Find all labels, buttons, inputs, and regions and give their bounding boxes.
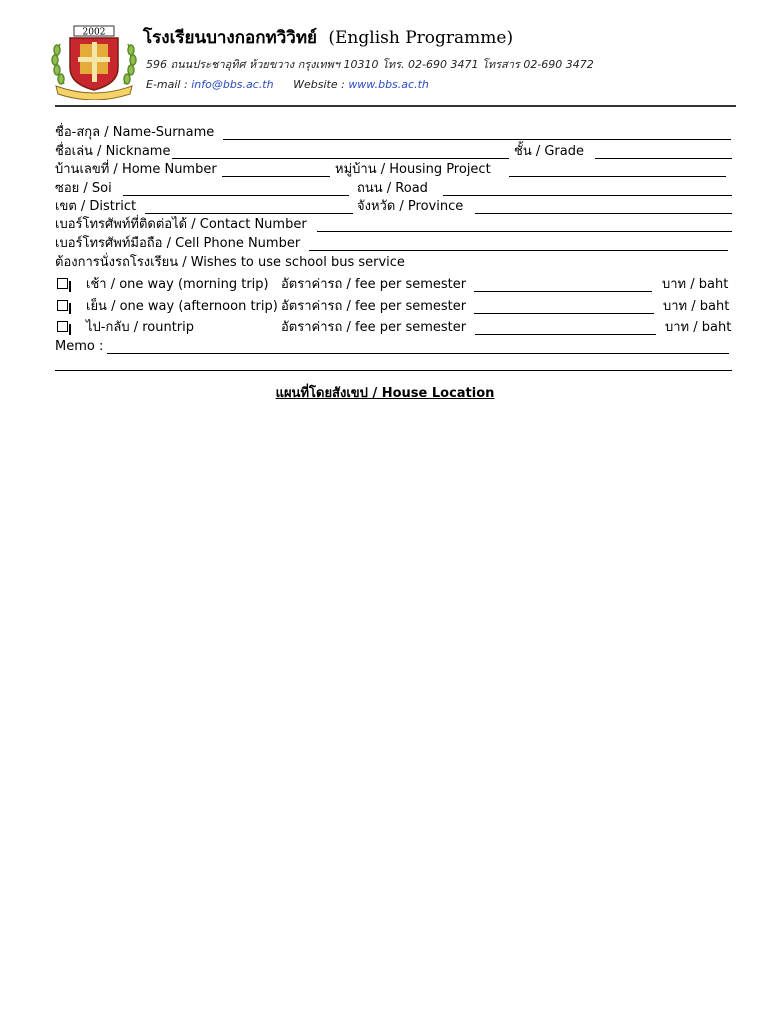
bus-service-row	[55, 254, 735, 272]
name-surname-label: ชื่อ-สกุล / Name-Surname	[55, 125, 215, 140]
school-contact	[146, 78, 429, 91]
afternoon-trip-label: เย็น / one way (afternoon trip)	[86, 299, 278, 314]
roundtrip-label: ไป-กลับ / rountrip	[86, 320, 195, 335]
nickname-label: ชื่อเล่น / Nickname	[55, 144, 171, 159]
morning-fee-field[interactable]	[474, 291, 652, 292]
nickname-row	[55, 143, 735, 161]
morning-trip-checkbox[interactable]	[57, 278, 68, 289]
home-number-label: บ้านเลขที่ / Home Number	[55, 162, 217, 177]
header-divider	[55, 105, 736, 107]
bus-option-afternoon	[55, 298, 735, 316]
grade-label: ชั้น / Grade	[514, 144, 584, 159]
afternoon-trip-checkbox[interactable]	[57, 300, 68, 311]
roundtrip-checkbox[interactable]	[57, 321, 68, 332]
morning-baht-label: บาท / baht	[662, 277, 729, 292]
housing-project-field[interactable]	[509, 176, 726, 177]
website-label: Website :	[293, 78, 345, 91]
contact-number-field[interactable]	[317, 231, 732, 232]
school-name-english: (English Programme)	[328, 28, 514, 48]
district-field[interactable]	[145, 213, 353, 214]
morning-fee-label: อัตราค่ารถ / fee per semester	[281, 277, 467, 292]
svg-text:2002: 2002	[82, 27, 106, 38]
roundtrip-fee-field[interactable]	[475, 334, 656, 335]
school-address: 596 ถนนประชาอุทิศ ห้วยขวาง กรุงเทพฯ 10310 โทร. 02-690 3471 โทรสาร 02-690 3472	[146, 58, 594, 71]
house-location-map-area[interactable]	[55, 405, 732, 1005]
roundtrip-baht-label: บาท / baht	[665, 320, 732, 335]
province-label: จังหวัด / Province	[357, 199, 464, 214]
name-surname-field[interactable]	[223, 139, 731, 140]
cell-phone-field[interactable]	[309, 250, 728, 251]
cell-phone-row	[55, 235, 735, 253]
school-logo	[50, 24, 138, 100]
roundtrip-fee-label: อัตราค่ารถ / fee per semester	[281, 320, 467, 335]
memo-row	[55, 338, 735, 356]
memo-field[interactable]	[107, 353, 729, 354]
memo-extra-line[interactable]	[55, 370, 732, 371]
morning-trip-label: เช้า / one way (morning trip)	[86, 277, 269, 292]
soi-label: ซอย / Soi	[55, 181, 112, 196]
road-field[interactable]	[443, 195, 732, 196]
district-label: เขต / District	[55, 199, 137, 214]
email-label: E-mail :	[146, 78, 188, 91]
contact-number-row	[55, 216, 735, 234]
road-label: ถนน / Road	[357, 181, 428, 196]
address-row-3	[55, 198, 735, 216]
afternoon-fee-label: อัตราค่ารถ / fee per semester	[281, 299, 467, 314]
memo-label: Memo :	[55, 339, 104, 354]
bus-option-roundtrip	[55, 319, 735, 337]
school-name	[143, 24, 513, 51]
name-surname-row	[55, 124, 735, 142]
house-location-title: แผนที่โดยสังเขป / House Location	[275, 386, 495, 401]
nickname-field[interactable]	[172, 158, 509, 159]
soi-field[interactable]	[123, 195, 349, 196]
afternoon-baht-label: บาท / baht	[663, 299, 730, 314]
address-row-1	[55, 161, 735, 179]
home-number-field[interactable]	[222, 176, 330, 177]
contact-number-label: เบอร์โทรศัพท์ที่ติดต่อได้ / Contact Number	[55, 217, 307, 232]
afternoon-fee-field[interactable]	[474, 313, 654, 314]
website-link[interactable]: www.bbs.ac.th	[348, 78, 429, 91]
bus-service-label: ต้องการนั่งรถโรงเรียน / Wishes to use school bus service	[55, 255, 405, 270]
email-link[interactable]: info@bbs.ac.th	[191, 78, 274, 91]
school-name-thai: โรงเรียนบางกอกทวิวิทย์	[143, 28, 317, 48]
address-row-2	[55, 180, 735, 198]
housing-project-label: หมู่บ้าน / Housing Project	[335, 162, 491, 177]
grade-field[interactable]	[595, 158, 732, 159]
cell-phone-label: เบอร์โทรศัพท์มือถือ / Cell Phone Number	[55, 236, 301, 251]
bus-option-morning	[55, 276, 735, 294]
province-field[interactable]	[475, 213, 732, 214]
